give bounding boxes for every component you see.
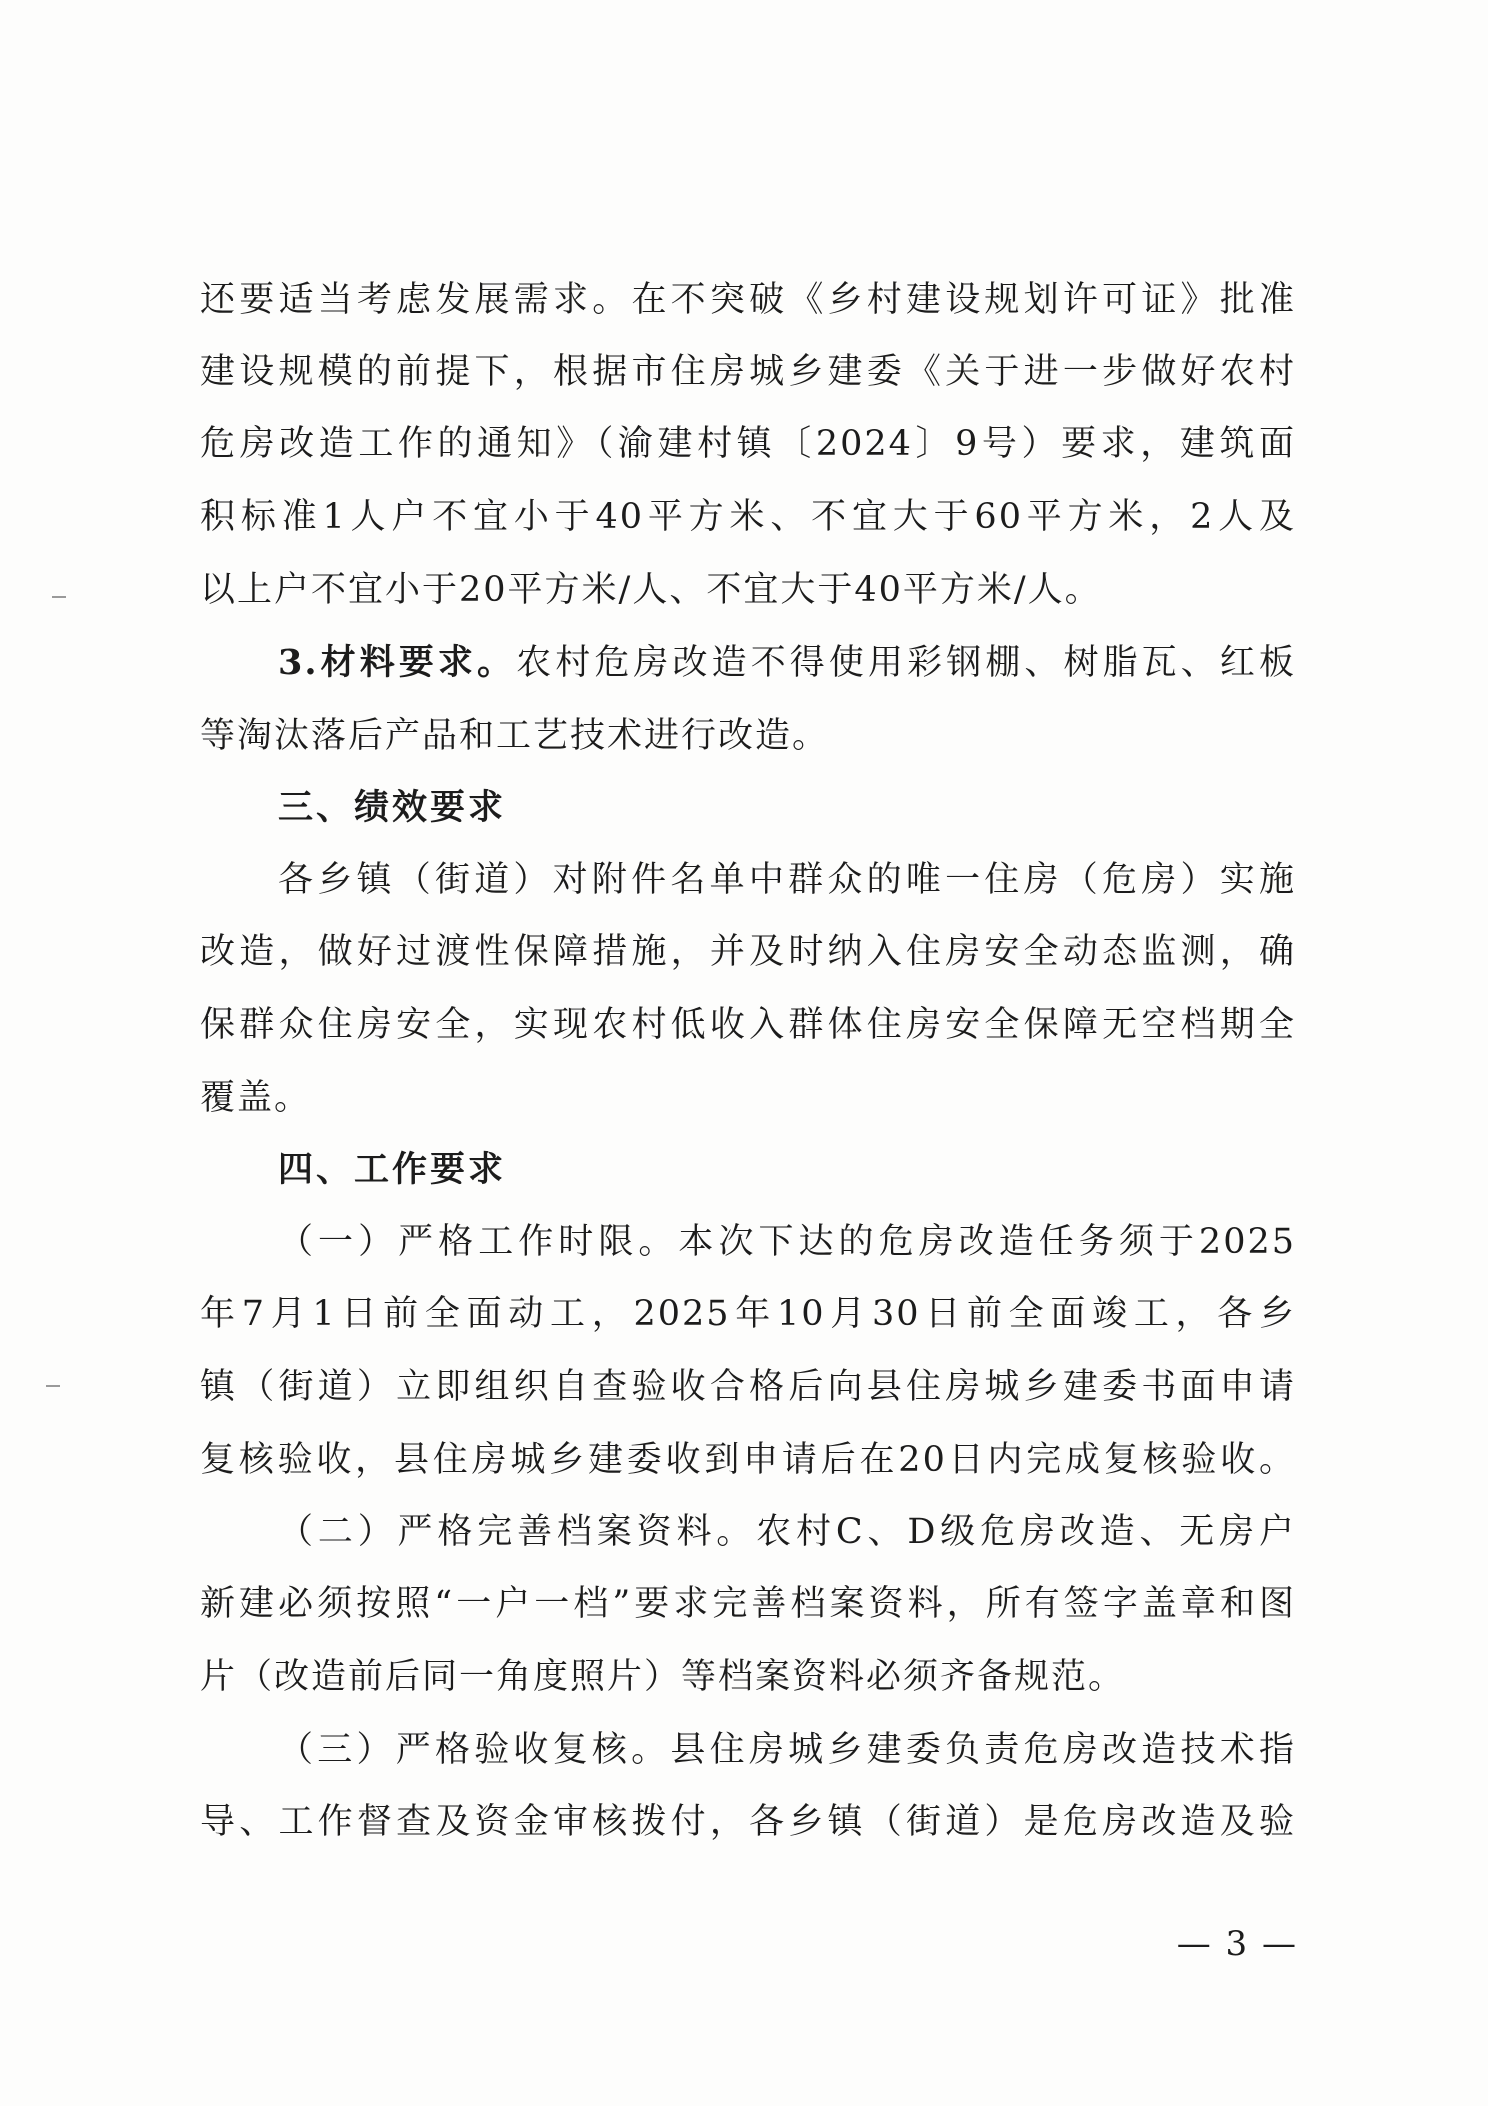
paragraph-line: 新建必须按照“一户一档”要求完善档案资料，所有签字盖章和图	[200, 1584, 1296, 1624]
paragraph-text: 农村危房改造不得使用彩钢棚、树脂瓦、红板	[516, 643, 1296, 683]
scan-artifact-mark	[52, 596, 66, 598]
section-heading: 四、工作要求	[278, 1150, 507, 1190]
paragraph-line: 覆盖。	[200, 1078, 312, 1118]
paragraph-line: 保群众住房安全，实现农村低收入群体住房安全保障无空档期全	[200, 1005, 1296, 1045]
paragraph-line: 镇（街道）立即组织自查验收合格后向县住房城乡建委书面申请	[200, 1367, 1296, 1407]
scan-artifact-mark	[46, 1385, 60, 1387]
paragraph-line: 以上户不宜小于20平方米/人、不宜大于40平方米/人。	[200, 570, 1102, 610]
paragraph-line: 还要适当考虑发展需求。在不突破《乡村建设规划许可证》批准	[200, 280, 1296, 320]
paragraph-line: 各乡镇（街道）对附件名单中群众的唯一住房（危房）实施	[278, 860, 1296, 900]
section-lead-bold: 3.材料要求。	[278, 642, 517, 683]
paragraph-line: （一）严格工作时限。本次下达的危房改造任务须于2025	[278, 1222, 1296, 1262]
section-heading: 三、绩效要求	[278, 788, 507, 828]
paragraph-line: 片（改造前后同一角度照片）等档案资料必须齐备规范。	[200, 1657, 1126, 1697]
paragraph-line	[278, 641, 1296, 685]
paragraph-line: 导、工作督查及资金审核拨付，各乡镇（街道）是危房改造及验	[200, 1802, 1296, 1842]
page-number: — 3 —	[1176, 1924, 1298, 1964]
paragraph-line: （三）严格验收复核。县住房城乡建委负责危房改造技术指	[278, 1730, 1296, 1770]
paragraph-line: 积标准1人户不宜小于40平方米、不宜大于60平方米，2人及	[200, 497, 1296, 537]
paragraph-line: 改造，做好过渡性保障措施，并及时纳入住房安全动态监测，确	[200, 932, 1296, 972]
paragraph-line: （二）严格完善档案资料。农村C、D级危房改造、无房户	[278, 1512, 1296, 1552]
paragraph-line: 建设规模的前提下，根据市住房城乡建委《关于进一步做好农村	[200, 352, 1296, 392]
paragraph-line: 年7月1日前全面动工，2025年10月30日前全面竣工，各乡	[200, 1294, 1296, 1334]
paragraph-line: 等淘汰落后产品和工艺技术进行改造。	[200, 716, 830, 756]
paragraph-line: 危房改造工作的通知》（渝建村镇〔2024〕9号）要求，建筑面	[200, 424, 1296, 464]
paragraph-line: 复核验收，县住房城乡建委收到申请后在20日内完成复核验收。	[200, 1440, 1296, 1480]
